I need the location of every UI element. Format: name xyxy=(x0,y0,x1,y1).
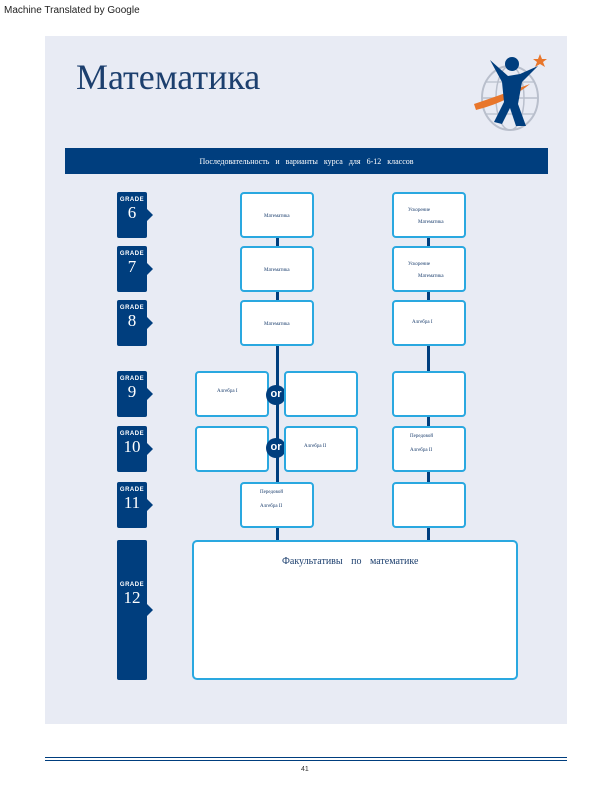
course-label: Алгебра II xyxy=(410,448,433,453)
course-box-g9-right xyxy=(392,371,466,417)
grade-label: GRADE xyxy=(119,582,145,588)
grade-marker-10 xyxy=(117,426,147,472)
course-box-g6-left xyxy=(240,192,314,238)
course-box-g8-left xyxy=(240,300,314,346)
grade-number: 9 xyxy=(127,382,137,401)
course-box-g11-right xyxy=(392,482,466,528)
course-label: Передовой xyxy=(260,490,284,495)
course-box-g11-left xyxy=(240,482,314,528)
grade-number: 10 xyxy=(123,437,141,456)
course-label: Математика xyxy=(418,274,444,279)
course-label: Математика xyxy=(418,220,444,225)
grade-number: 12 xyxy=(123,588,141,607)
course-label: Ускорение xyxy=(408,262,431,267)
course-label: Алгебра I xyxy=(412,320,433,325)
machine-translation-note: Machine Translated by Google xyxy=(4,5,140,16)
grade-number: 8 xyxy=(127,311,137,330)
course-label: Математика xyxy=(264,322,290,327)
course-label: Алгебра I xyxy=(217,389,238,394)
course-box-g7-left xyxy=(240,246,314,292)
grade-label: GRADE xyxy=(119,487,145,493)
footer-rule xyxy=(45,760,567,761)
grade-label: GRADE xyxy=(119,305,145,311)
grade-marker-8 xyxy=(117,300,147,346)
grade-marker-6 xyxy=(117,192,147,238)
course-box-g10-a xyxy=(195,426,269,472)
or-connector: or xyxy=(266,438,286,458)
course-box-g7-right xyxy=(392,246,466,292)
page-title: Математика xyxy=(76,57,261,97)
course-box-g8-right xyxy=(392,300,466,346)
course-label: Математика xyxy=(264,268,290,273)
course-box-g9-b xyxy=(284,371,358,417)
course-label: Алгебра II xyxy=(304,444,327,449)
grade-marker-7 xyxy=(117,246,147,292)
grade-number: 6 xyxy=(127,203,137,222)
course-label: Математика xyxy=(264,214,290,219)
course-label: Ускорение xyxy=(408,208,431,213)
sequence-banner: Последовательность и варианты курса для 6-12 классов xyxy=(65,148,548,174)
grade-marker-11 xyxy=(117,482,147,528)
or-connector: or xyxy=(266,385,286,405)
grade-number: 7 xyxy=(127,257,137,276)
electives-box xyxy=(192,540,518,680)
grade-marker-12 xyxy=(117,540,147,680)
grade-label: GRADE xyxy=(119,197,145,203)
electives-title: Факультативы по математике xyxy=(282,556,419,567)
grade-marker-9 xyxy=(117,371,147,417)
course-label: Передовой xyxy=(410,434,434,439)
course-box-g10-b xyxy=(284,426,358,472)
logo-icon xyxy=(468,46,548,136)
grade-label: GRADE xyxy=(119,431,145,437)
footer-rule xyxy=(45,757,567,758)
course-box-g6-right xyxy=(392,192,466,238)
grade-label: GRADE xyxy=(119,251,145,257)
page-number: 41 xyxy=(301,766,309,773)
course-box-g9-a xyxy=(195,371,269,417)
grade-number: 11 xyxy=(123,493,141,512)
course-label: Алгебра II xyxy=(260,504,283,509)
course-box-g10-right xyxy=(392,426,466,472)
grade-label: GRADE xyxy=(119,376,145,382)
